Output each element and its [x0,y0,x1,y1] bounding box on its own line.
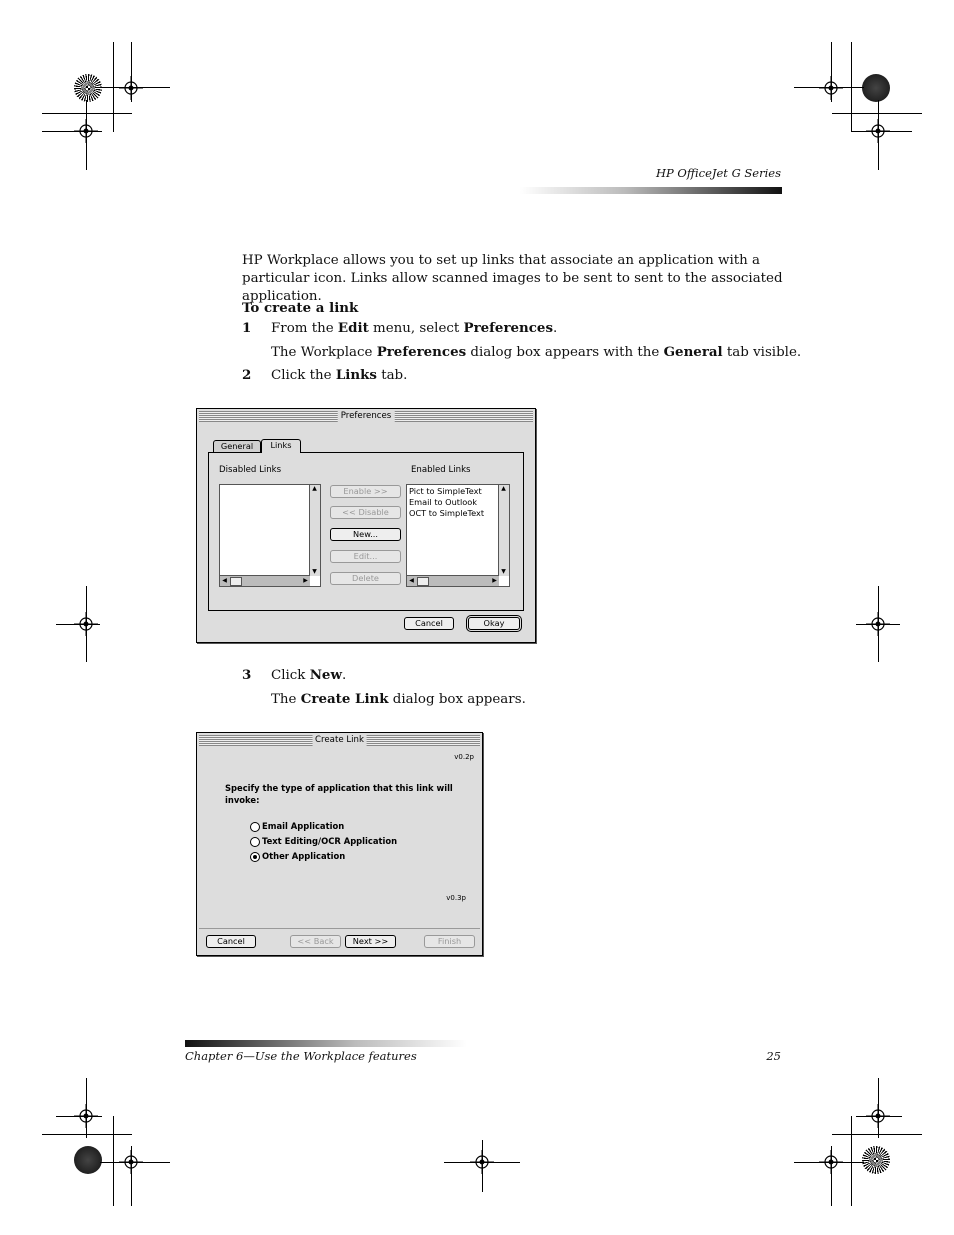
horizontal-scrollbar[interactable] [220,575,310,586]
titlebar[interactable] [199,411,533,422]
divider [199,928,480,929]
crop-mark [852,131,912,132]
scroll-down-icon[interactable]: ▼ [501,568,506,575]
radio-other[interactable] [250,852,260,862]
crop-mark [794,1162,864,1163]
crop-mark [482,1140,483,1192]
star-target-icon [862,74,890,102]
crop-mark [878,1078,879,1138]
header-rule [520,187,782,194]
crop-mark [856,1116,902,1117]
tab-panel [208,452,524,611]
step-number: 1 [242,320,252,336]
step-note: The Create Link dialog box appears. [271,691,526,707]
crop-mark [113,1116,114,1206]
prompt-text: Specify the type of application that this link will invoke: [225,783,453,805]
crop-mark [131,1146,132,1206]
footer-chapter: Chapter 6—Use the Workplace features [185,1049,417,1063]
delete-button[interactable]: Delete [330,572,401,585]
radio-label: Email Application [262,821,345,831]
disabled-links-list[interactable] [219,484,321,587]
crop-mark [794,87,864,88]
step-number: 2 [242,367,252,383]
okay-button[interactable]: Okay [468,617,520,630]
enabled-links-list[interactable] [406,484,510,587]
scroll-right-icon[interactable]: ▶ [303,577,308,584]
scroll-left-icon[interactable]: ◀ [409,577,414,584]
version-label: v0.2p [454,753,474,761]
next-button[interactable]: Next >> [345,935,396,948]
intro-paragraph: HP Workplace allows you to set up links that associate an application with a particular icon. Links allow scanned images to be sent to sent to the associated application. [242,253,783,304]
radio-label: Other Application [262,851,346,861]
scroll-up-icon[interactable]: ▲ [312,485,317,492]
crop-mark [878,100,879,170]
cancel-button[interactable]: Cancel [404,617,454,630]
crop-mark [86,100,87,170]
version-label: v0.3p [446,894,466,902]
star-target-icon [74,1146,102,1174]
running-header: HP OfficeJet G Series [655,166,781,180]
new-button[interactable]: New... [330,528,401,541]
cancel-button[interactable]: Cancel [206,935,256,948]
crop-mark [831,1146,832,1206]
enable-button[interactable]: Enable >> [330,485,401,498]
back-button[interactable]: << Back [290,935,341,948]
step-text: Click the Links tab. [271,367,408,383]
crop-mark [444,1162,520,1163]
horizontal-scrollbar[interactable] [407,575,499,586]
preferences-dialog [196,408,536,643]
scroll-up-icon[interactable]: ▲ [501,485,506,492]
vertical-scrollbar[interactable] [498,485,509,576]
list-item[interactable]: Pict to SimpleText [409,486,482,496]
step-number: 3 [242,667,252,683]
crop-mark [42,131,102,132]
edit-button[interactable]: Edit... [330,550,401,563]
radio-label: Text Editing/OCR Application [262,836,398,846]
crop-mark [100,1162,170,1163]
crop-mark [856,624,900,625]
vertical-scrollbar[interactable] [309,485,320,576]
list-item[interactable]: Email to Outlook [409,497,478,507]
disabled-links-label: Disabled Links [219,465,282,475]
crop-mark [100,87,170,88]
create-link-dialog [196,732,483,956]
star-target-icon [862,1146,890,1174]
step-text: Click New. [271,667,347,683]
procedure-heading: To create a link [242,300,359,316]
tab-links[interactable]: Links [261,439,301,453]
crop-mark [851,1116,852,1206]
scroll-thumb[interactable] [417,577,429,586]
radio-email[interactable] [250,822,260,832]
finish-button[interactable]: Finish [424,935,475,948]
radio-text-editing[interactable] [250,837,260,847]
scroll-right-icon[interactable]: ▶ [492,577,497,584]
crop-mark [42,113,132,114]
crop-mark [56,624,100,625]
list-item[interactable]: OCT to SimpleText [409,508,485,518]
step-text: From the Edit menu, select Preferences. [271,320,558,336]
step-note: The Workplace Preferences dialog box appears with the General tab visible. [271,344,802,360]
star-target-icon [74,74,102,102]
enabled-links-label: Enabled Links [411,465,471,475]
page-number: 25 [766,1049,781,1063]
disable-button[interactable]: << Disable [330,506,401,519]
crop-mark [832,113,922,114]
tab-general[interactable]: General [213,440,261,452]
crop-mark [832,1134,922,1135]
scroll-down-icon[interactable]: ▼ [312,568,317,575]
titlebar[interactable] [199,735,480,746]
dialog-title: Preferences [338,411,395,422]
enabled-links-items [409,486,484,519]
dialog-title: Create Link [312,735,367,746]
crop-mark [131,42,132,102]
footer-rule [185,1040,467,1047]
crop-mark [42,1134,132,1135]
scroll-left-icon[interactable]: ◀ [222,577,227,584]
crop-mark [86,1078,87,1138]
scroll-thumb[interactable] [230,577,242,586]
crop-mark [831,42,832,102]
crop-mark [56,1116,102,1117]
